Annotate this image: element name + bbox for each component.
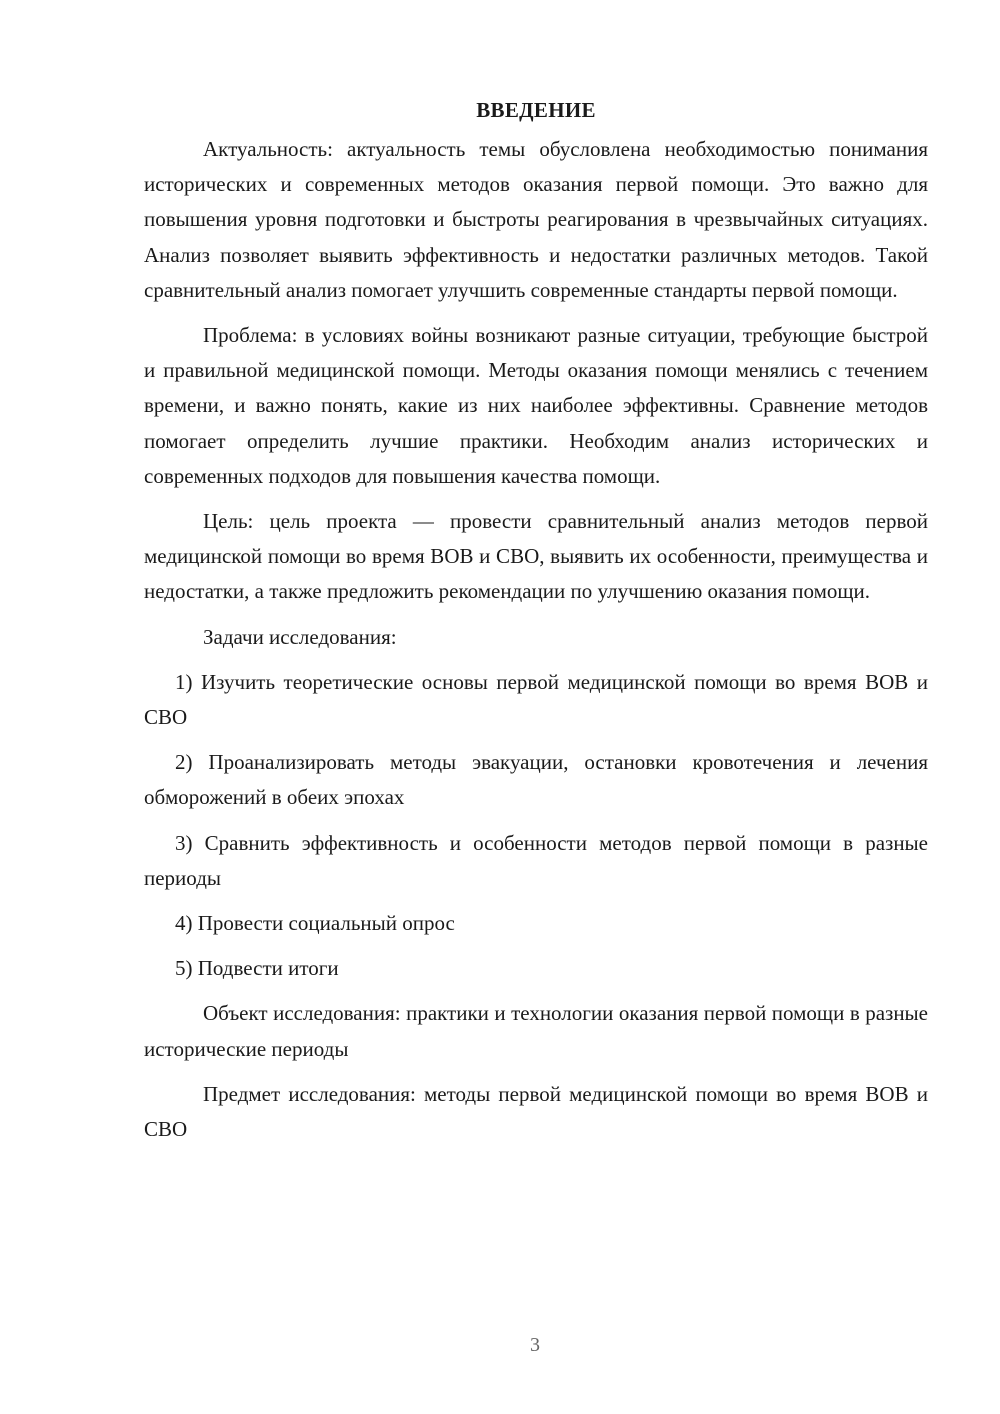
task-item-5: 5) Подвести итоги [175, 956, 339, 981]
paragraph-problem: Проблема: в условиях войны возникают разные ситуации, требующие быстрой и правильной медицинской помощи. Методы оказания помощи менялись с течением времени, и важно понять, какие из них наиболее эффективны. Сравнение методов помогает определить лучшие практики. Необходим анализ исторических и современных подходов для повышения качества помощи. [144, 323, 928, 488]
document-page [144, 92, 928, 1157]
task-item-2: 2) Проанализировать методы эвакуации, остановки кровотечения и лечения обморожений в обеих эпохах [144, 750, 928, 810]
task-item-4: 4) Провести социальный опрос [175, 911, 455, 936]
section-title: ВВЕДЕНИЕ [476, 98, 596, 122]
page-number: 3 [530, 1334, 540, 1356]
paragraph-relevance: Актуальность: актуальность темы обусловлена необходимостью понимания исторических и современных методов оказания первой помощи. Это важно для повышения уровня подготовки и быстроты реагирования в чрезвычайных ситуациях. Анализ позволяет выявить эффективность и недостатки различных методов. Такой сравнительный анализ помогает улучшить современные стандарты первой помощи. [144, 137, 928, 302]
task-item-3: 3) Сравнить эффективность и особенности методов первой помощи в разные периоды [144, 830, 928, 890]
paragraph-goal: Цель: цель проекта — провести сравнительный анализ методов первой медицинской помощи во время ВОВ и СВО, выявить их особенности, преимущества и недостатки, а также предложить рекомендации по улучшению оказания помощи. [144, 509, 928, 604]
paragraph-tasks-heading: Задачи исследования: [203, 624, 397, 649]
paragraph-subject: Предмет исследования: методы первой медицинской помощи во время ВОВ и СВО [144, 1081, 928, 1142]
paragraph-object: Объект исследования: практики и технологии оказания первой помощи в разные исторические периоды [144, 1001, 928, 1061]
task-item-1: 1) Изучить теоретические основы первой медицинской помощи во время ВОВ и СВО [144, 669, 928, 730]
